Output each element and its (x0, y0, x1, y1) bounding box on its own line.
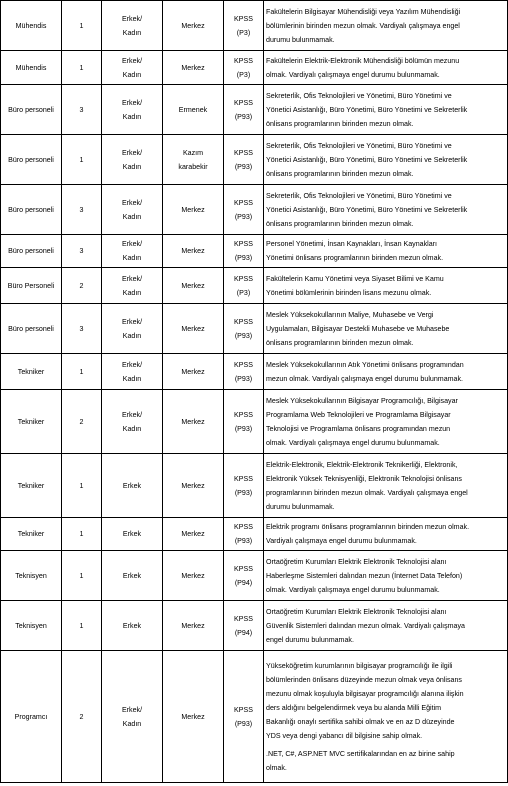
table-row (1, 454, 508, 518)
requirement-line: önlisans programlarının birinden mezun olmak. (266, 338, 414, 347)
position-count-cell: 1 (62, 518, 102, 551)
position-title-cell: Büro personeli (1, 85, 62, 135)
position-count-cell: 2 (62, 268, 102, 304)
kpss-text: (P93) (234, 719, 253, 728)
kpss-text: KPSS (234, 98, 253, 107)
location-cell (163, 551, 224, 601)
kpss-text: (P93) (234, 374, 253, 383)
requirement-line: Meslek Yüksekokullarının Bilgisayar Programcılığı, Bilgisayar (266, 396, 458, 405)
gender-cell (102, 518, 163, 551)
requirement-line: Elektrik programı önlisans programlarının birinden mezun olmak. (266, 523, 470, 531)
location-text: Merkez (181, 205, 205, 214)
requirement-line: Haberleşme Sistemleri dalından mezun (İnternet Data Telefon) (266, 571, 463, 580)
kpss-cell (224, 185, 264, 235)
requirements-cell (264, 390, 508, 454)
gender-text: Erkek (122, 571, 142, 580)
requirement-line: Yönetici Asistanlığı, Büro Yönetimi, Büro Yönetimi ve Sekreterlik (266, 205, 468, 214)
requirement-line: bölümlerinden önlisans düzeyinde mezun olmak veya önlisans (266, 675, 462, 684)
kpss-text: KPSS (234, 274, 253, 283)
requirement-line: Fakültelerin Elektrik-Elektronik Mühendisliği bölümün mezunu (266, 56, 460, 65)
position-title-cell: Büro personeli (1, 135, 62, 185)
requirements-cell (264, 85, 508, 135)
requirements-cell (264, 651, 508, 783)
kpss-cell (224, 390, 264, 454)
requirements-cell (264, 235, 508, 268)
requirements-cell (264, 304, 508, 354)
requirement-line: olmak. Vardiyalı çalışmaya engel durumu bulunmamak. (266, 438, 440, 447)
kpss-text: KPSS (234, 198, 253, 207)
requirements-cell (264, 268, 508, 304)
kpss-cell (224, 518, 264, 551)
gender-text: Erkek/ (121, 98, 143, 107)
location-text: Merkez (181, 417, 205, 426)
requirement-line: Meslek Yüksekokullarının Atık Yönetimi önlisans programından (266, 360, 464, 369)
position-count-cell: 2 (62, 651, 102, 783)
gender-text: Kadın (122, 254, 142, 262)
gender-cell (102, 235, 163, 268)
requirement-line: olmak. (266, 763, 287, 772)
gender-text: Erkek/ (121, 56, 143, 65)
table-row (1, 85, 508, 135)
requirement-line: Yönetimi bölümlerinin birinden lisans mezunu olmak. (266, 288, 432, 297)
kpss-text: KPSS (234, 523, 253, 531)
table-row (1, 1, 508, 51)
requirements-cell (264, 51, 508, 85)
requirement-line: Vardiyalı çalışmaya engel durumu bulunmamak. (266, 537, 417, 545)
gender-text: Kadın (122, 719, 142, 728)
position-title-cell: Tekniker (1, 390, 62, 454)
position-count-cell: 1 (62, 135, 102, 185)
kpss-text: KPSS (234, 56, 253, 65)
kpss-cell (224, 354, 264, 390)
requirements-cell (264, 551, 508, 601)
requirement-line: durumu bulunmamak. (266, 502, 335, 511)
location-cell (163, 454, 224, 518)
location-cell (163, 235, 224, 268)
requirement-line: Meslek Yüksekokullarının Maliye, Muhasebe ve Vergi (266, 310, 434, 319)
requirement-line: programlarının birinden mezun olmak. Vardiyalı çalışmaya engel (266, 488, 468, 497)
kpss-text: KPSS (234, 14, 253, 23)
kpss-cell (224, 551, 264, 601)
kpss-text: KPSS (234, 317, 253, 326)
gender-cell (102, 185, 163, 235)
requirement-line: olmak. Vardiyalı çalışmaya engel durumu bulunmamak. (266, 70, 440, 79)
location-text: Merkez (181, 63, 205, 72)
position-title-cell: Mühendis (1, 51, 62, 85)
requirement-line: .NET, C#, ASP.NET MVC sertifikalarından en az birine sahip (266, 749, 455, 758)
table-row (1, 135, 508, 185)
location-text: Merkez (181, 712, 205, 721)
position-count-cell: 1 (62, 454, 102, 518)
location-text: Merkez (181, 481, 205, 490)
requirements-cell (264, 1, 508, 51)
location-cell (163, 185, 224, 235)
location-text: karabekir (178, 162, 208, 171)
requirement-line: Yönetici Asistanlığı, Büro Yönetimi, Büro Yönetimi ve Sekreterlik (266, 155, 468, 164)
position-count-cell: 3 (62, 185, 102, 235)
requirement-line: Programlama Web Teknolojileri ve Programlama Bilgisayar (266, 410, 451, 419)
table-row (1, 185, 508, 235)
table-row (1, 354, 508, 390)
requirements-cell (264, 518, 508, 551)
gender-cell (102, 1, 163, 51)
kpss-text: KPSS (234, 474, 253, 483)
gender-text: Erkek/ (121, 240, 143, 248)
kpss-cell (224, 304, 264, 354)
requirement-line: durumu bulunmamak. (266, 35, 335, 44)
gender-text: Erkek/ (121, 274, 143, 283)
position-count-cell: 1 (62, 354, 102, 390)
table-row (1, 235, 508, 268)
gender-text: Kadın (122, 288, 142, 297)
location-cell (163, 518, 224, 551)
requirement-line: Bakanlığı onaylı sertifika sahibi olmak ve en az D düzeyinde (266, 717, 455, 726)
requirement-line: önlisans programlarının birinden mezun olmak. (266, 219, 414, 228)
gender-text: Erkek/ (121, 317, 143, 326)
kpss-text: (P94) (234, 628, 253, 637)
gender-cell (102, 135, 163, 185)
position-count-cell: 2 (62, 390, 102, 454)
gender-text: Kadın (122, 70, 142, 79)
requirement-line: Teknolojisi ve Programlama önlisans programından mezun (266, 424, 451, 433)
position-title-cell: Büro personeli (1, 235, 62, 268)
gender-text: Kadın (122, 112, 142, 121)
location-cell (163, 354, 224, 390)
requirement-line: olmak. Vardiyalı çalışmaya engel durumu bulunmamak. (266, 585, 440, 594)
kpss-cell (224, 268, 264, 304)
location-text: Ermenek (178, 105, 208, 114)
kpss-text: (P3) (236, 288, 251, 297)
kpss-text: (P93) (234, 162, 253, 171)
kpss-cell (224, 51, 264, 85)
table-row (1, 651, 508, 783)
kpss-text: KPSS (234, 360, 253, 369)
gender-text: Kadın (122, 331, 142, 340)
requirement-line: önlisans programlarının birinden mezun olmak. (266, 119, 414, 128)
gender-cell (102, 390, 163, 454)
requirement-line: mezun olmak. Vardiyalı çalışmaya engel durumu bulunmamak. (266, 374, 464, 383)
location-cell (163, 51, 224, 85)
location-text: Merkez (181, 21, 205, 30)
kpss-cell (224, 135, 264, 185)
location-text: Merkez (181, 324, 205, 333)
position-count-cell: 1 (62, 51, 102, 85)
gender-text: Erkek (122, 481, 142, 490)
gender-cell (102, 354, 163, 390)
position-title-cell: Teknisyen (1, 551, 62, 601)
kpss-cell (224, 235, 264, 268)
kpss-text: KPSS (234, 240, 253, 248)
location-cell (163, 85, 224, 135)
position-title-cell: Büro personeli (1, 185, 62, 235)
gender-text: Erkek/ (121, 14, 143, 23)
gender-cell (102, 304, 163, 354)
position-title-cell: Tekniker (1, 518, 62, 551)
kpss-cell (224, 454, 264, 518)
table-row (1, 268, 508, 304)
position-count-cell: 1 (62, 601, 102, 651)
position-title-cell: Mühendis (1, 1, 62, 51)
requirements-cell (264, 135, 508, 185)
kpss-text: (P93) (234, 537, 253, 545)
table-row (1, 551, 508, 601)
gender-text: Erkek/ (121, 148, 143, 157)
kpss-text: (P93) (234, 254, 253, 262)
position-title-cell: Tekniker (1, 454, 62, 518)
gender-text: Erkek/ (121, 410, 143, 419)
gender-text: Kadın (122, 28, 142, 37)
kpss-cell (224, 601, 264, 651)
location-text: Merkez (181, 530, 205, 538)
gender-text: Erkek/ (121, 198, 143, 207)
requirement-line: Ortaöğretim Kurumları Elektrik Elektronik Teknolojisi alanı (266, 557, 447, 566)
position-count-cell: 3 (62, 85, 102, 135)
location-text: Merkez (181, 367, 205, 376)
kpss-text: KPSS (234, 614, 253, 623)
location-cell (163, 651, 224, 783)
requirement-line: Yönetimi önlisans programlarının birinden mezun olmak. (266, 254, 444, 262)
requirement-line: Personel Yönetimi, İnsan Kaynakları, İnsan Kaynakları (266, 240, 438, 248)
gender-text: Erkek/ (121, 705, 143, 714)
requirement-line: YDS veya dengi yabancı dil bilgisine sahip olmak. (266, 731, 423, 740)
location-text: Kazım (182, 148, 204, 157)
kpss-text: KPSS (234, 148, 253, 157)
gender-text: Kadın (122, 212, 142, 221)
location-cell (163, 135, 224, 185)
requirement-line: Sekreterlik, Ofis Teknolojileri ve Yönetimi, Büro Yönetimi ve (266, 91, 452, 100)
table-row (1, 518, 508, 551)
position-count-cell: 1 (62, 551, 102, 601)
location-text: Merkez (181, 571, 205, 580)
requirement-line: Sekreterlik, Ofis Teknolojileri ve Yönetimi, Büro Yönetimi ve (266, 141, 452, 150)
kpss-cell (224, 1, 264, 51)
kpss-text: (P93) (234, 488, 253, 497)
table-row (1, 390, 508, 454)
position-count-cell: 3 (62, 235, 102, 268)
gender-cell (102, 454, 163, 518)
location-text: Merkez (181, 621, 205, 630)
kpss-text: (P94) (234, 578, 253, 587)
position-title-cell: Teknisyen (1, 601, 62, 651)
requirement-line: Uygulamaları, Bilgisayar Destekli Muhasebe ve Muhasebe (266, 324, 450, 333)
position-count-cell: 3 (62, 304, 102, 354)
location-text: Merkez (181, 281, 205, 290)
kpss-cell (224, 651, 264, 783)
kpss-text: (P93) (234, 424, 253, 433)
requirement-line: mezunu olmak koşuluyla bilgisayar programcılığı alanına ilişkin (266, 689, 464, 698)
gender-text: Erkek (122, 530, 142, 538)
gender-text: Kadın (122, 162, 142, 171)
position-count-cell: 1 (62, 1, 102, 51)
requirement-line: Yönetici Asistanlığı, Büro Yönetimi, Büro Yönetimi ve Sekreterlik (266, 105, 468, 114)
gender-cell (102, 601, 163, 651)
requirements-cell (264, 454, 508, 518)
requirement-line: Ortaöğretim Kurumları Elektrik Elektronik Teknolojisi alanı (266, 607, 447, 616)
position-title-cell: Programcı (1, 651, 62, 783)
kpss-cell (224, 85, 264, 135)
requirement-line: Sekreterlik, Ofis Teknolojileri ve Yönetimi, Büro Yönetimi ve (266, 191, 452, 200)
gender-cell (102, 85, 163, 135)
position-title-cell: Büro personeli (1, 304, 62, 354)
requirements-cell (264, 354, 508, 390)
location-cell (163, 304, 224, 354)
requirement-line: Fakültelerin Kamu Yönetimi veya Siyaset Bilimi ve Kamu (266, 274, 444, 283)
kpss-text: KPSS (234, 564, 253, 573)
table-row (1, 304, 508, 354)
location-cell (163, 390, 224, 454)
requirement-line: Elektronik Yüksek Teknisyenliği, Elektronik Teknolojisi önlisans (266, 474, 462, 483)
location-cell (163, 1, 224, 51)
requirement-line: Fakültelerin Bilgisayar Mühendisliği veya Yazılım Mühendisliği (266, 7, 461, 16)
requirement-line: Yükseköğretim kurumlarının bilgisayar programcılığı ile ilgili (266, 661, 453, 670)
kpss-text: KPSS (234, 705, 253, 714)
table-row (1, 51, 508, 85)
gender-text: Erkek/ (121, 360, 143, 369)
position-title-cell: Tekniker (1, 354, 62, 390)
requirement-line: Güvenlik Sistemleri dalından mezun olmak. Vardiyalı çalışmaya (266, 621, 465, 630)
kpss-text: (P93) (234, 212, 253, 221)
requirements-cell (264, 185, 508, 235)
requirements-cell (264, 601, 508, 651)
kpss-text: (P3) (236, 28, 251, 37)
gender-text: Erkek (122, 621, 142, 630)
requirement-line: engel durumu bulunmamak. (266, 635, 354, 644)
kpss-text: (P3) (236, 70, 251, 79)
kpss-text: (P93) (234, 112, 253, 121)
gender-cell (102, 268, 163, 304)
gender-cell (102, 651, 163, 783)
gender-text: Kadın (122, 424, 142, 433)
location-cell (163, 601, 224, 651)
requirement-line: Elektrik-Elektronik, Elektrik-Elektronik Teknikerliği, Elektronik, (266, 460, 458, 469)
kpss-text: KPSS (234, 410, 253, 419)
requirement-line: bölümlerinin birinden mezun olmak. Vardiyalı çalışmaya engel (266, 21, 460, 30)
requirement-line: önlisans programlarının birinden mezun olmak. (266, 169, 414, 178)
gender-cell (102, 551, 163, 601)
gender-text: Kadın (122, 374, 142, 383)
table-row (1, 601, 508, 651)
kpss-text: (P93) (234, 331, 253, 340)
location-cell (163, 268, 224, 304)
location-text: Merkez (181, 247, 205, 255)
requirement-line: ders aldığını belgelendirmek veya bu alanda Milli Eğitim (266, 703, 442, 712)
gender-cell (102, 51, 163, 85)
position-title-cell: Büro Personeli (1, 268, 62, 304)
